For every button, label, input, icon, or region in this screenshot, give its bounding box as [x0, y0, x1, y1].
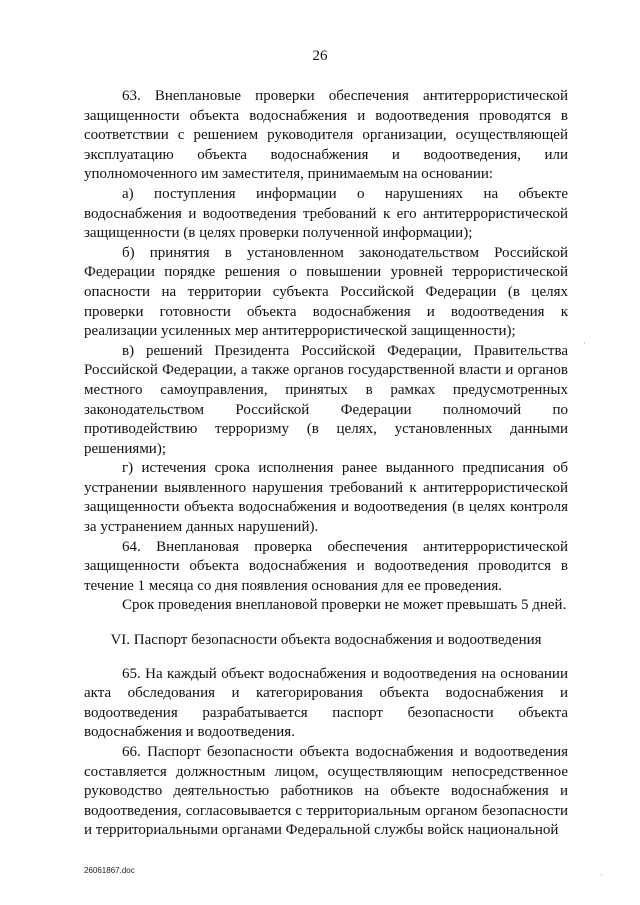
paragraph-66: 66. Паспорт безопасности объекта водоснабжения и водоотведения составляется должностным лицом, осуществляющим непосредственное руководство деятельностью работников на объекте водоснабжения и водоотведения, согласовывается с территориальным органом безопасности и территориальными органами Федеральной службы войск национальной: [84, 744, 568, 839]
paragraph-63-g: г) истечения срока исполнения ранее выданного предписания об устранении выявленного нарушения требований к антитеррористической защищенности объекта водоснабжения и водоотведения (в целях контроля за устранением данных нарушений).: [84, 460, 568, 536]
paragraph-65: 65. На каждый объект водоснабжения и водоотведения на основании акта обследования и категорирования объекта водоснабжения и водоотведения разрабатывается паспорт безопасности объекта водоснабжения и водоотведения.: [84, 665, 568, 741]
scan-mark: ·: [600, 870, 603, 880]
paragraph-63-v: в) решений Президента Российской Федерации, Правительства Российской Федерации, а также органов государственной власти и органов местного самоуправления, принятых в рамках предусмотренных законодательством Российской Федерации полномочий по противодействию терроризму (в целях, установленных данными решениями);: [84, 342, 568, 457]
paragraph-64-duration: Срок проведения внеплановой проверки не может превышать 5 дней.: [122, 597, 567, 614]
paragraph-63-b: б) принятия в установленном законодательством Российской Федерации порядке решения о повышении уровней террористической опасности на территории субъекта Российской Федерации (в целях проверки готовности объекта водоснабжения и водоотведения к реализации усиленных мер антитеррористической защищенности);: [84, 244, 568, 340]
section-heading: VI. Паспорт безопасности объекта водоснабжения и водоотведения: [110, 632, 542, 649]
document-body: [84, 87, 568, 841]
paragraph-64: 64. Внеплановая проверка обеспечения антитеррористической защищенности объекта водоснабжения и водоотведения проводится в течение 1 месяца со дня появления основания для ее проведения.: [84, 538, 568, 594]
paragraph-63-a: а) поступления информации о нарушениях на объекте водоснабжения и водоотведения требований к его антитеррористической защищенности (в целях проверки полученной информации);: [84, 185, 568, 242]
paragraph-63: 63. Внеплановые проверки обеспечения антитеррористической защищенности объекта водоснабжения и водоотведения проводятся в соответствии с решением руководителя организации, осуществляющей эксплуатацию объекта водоснабжения и водоотведения, или уполномоченного им заместителя, принимаемым на основании:: [84, 88, 568, 183]
footer-filename: 26061867.doc: [84, 866, 135, 875]
scan-mark: ·: [583, 338, 586, 348]
page-number: 26: [312, 48, 328, 64]
